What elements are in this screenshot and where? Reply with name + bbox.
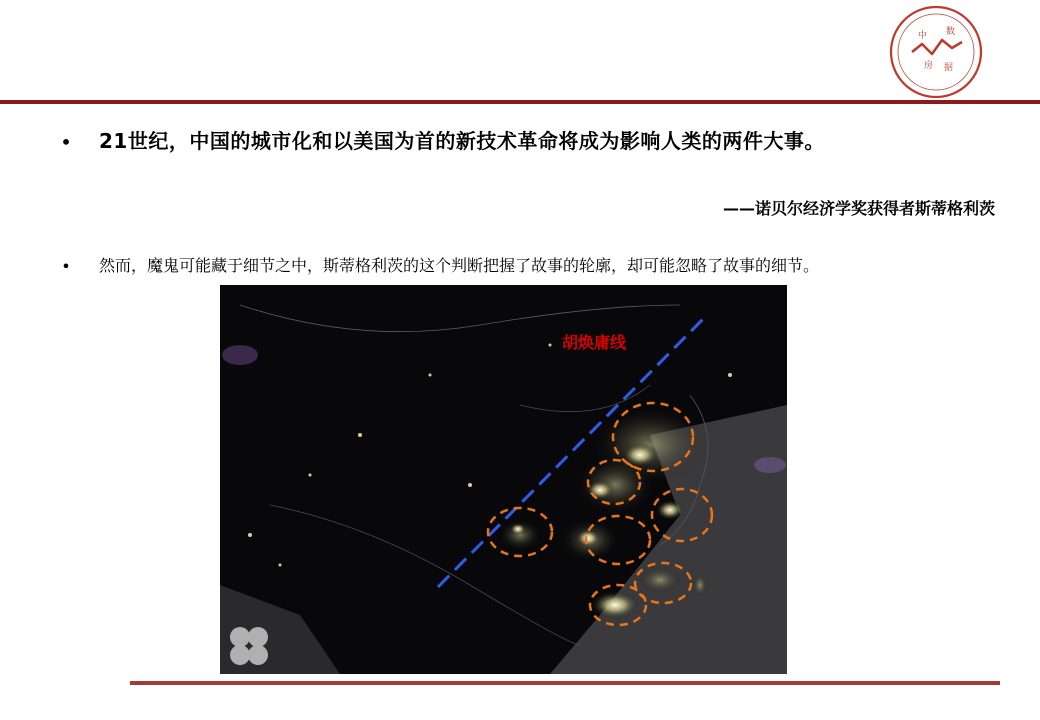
- night-lights-map: [220, 285, 787, 674]
- seal-logo-icon: [888, 4, 984, 100]
- hu-line-label: 胡焕庸线: [562, 333, 627, 352]
- bullet-1: •: [60, 130, 72, 154]
- night-lights-map-icon: [220, 285, 787, 674]
- quote-text: 21世纪，中国的城市化和以美国为首的新技术革命将成为影响人类的两件大事。: [99, 129, 825, 153]
- logo-char-3: 房: [924, 61, 934, 71]
- bullet-2: •: [61, 257, 71, 276]
- logo-char-1: 中: [918, 31, 928, 41]
- logo-char-4: 据: [944, 63, 954, 73]
- logo: [888, 4, 984, 100]
- footer-rule: [130, 681, 1000, 685]
- header-rule: [0, 100, 1040, 104]
- logo-char-2: 数: [946, 27, 956, 37]
- quote-attribution: ——诺贝尔经济学奖获得者斯蒂格利茨: [722, 199, 995, 218]
- comment-text: 然而，魔鬼可能藏于细节之中，斯蒂格利茨的这个判断把握了故事的轮廓，却可能忽略了故事的细节。: [99, 256, 820, 275]
